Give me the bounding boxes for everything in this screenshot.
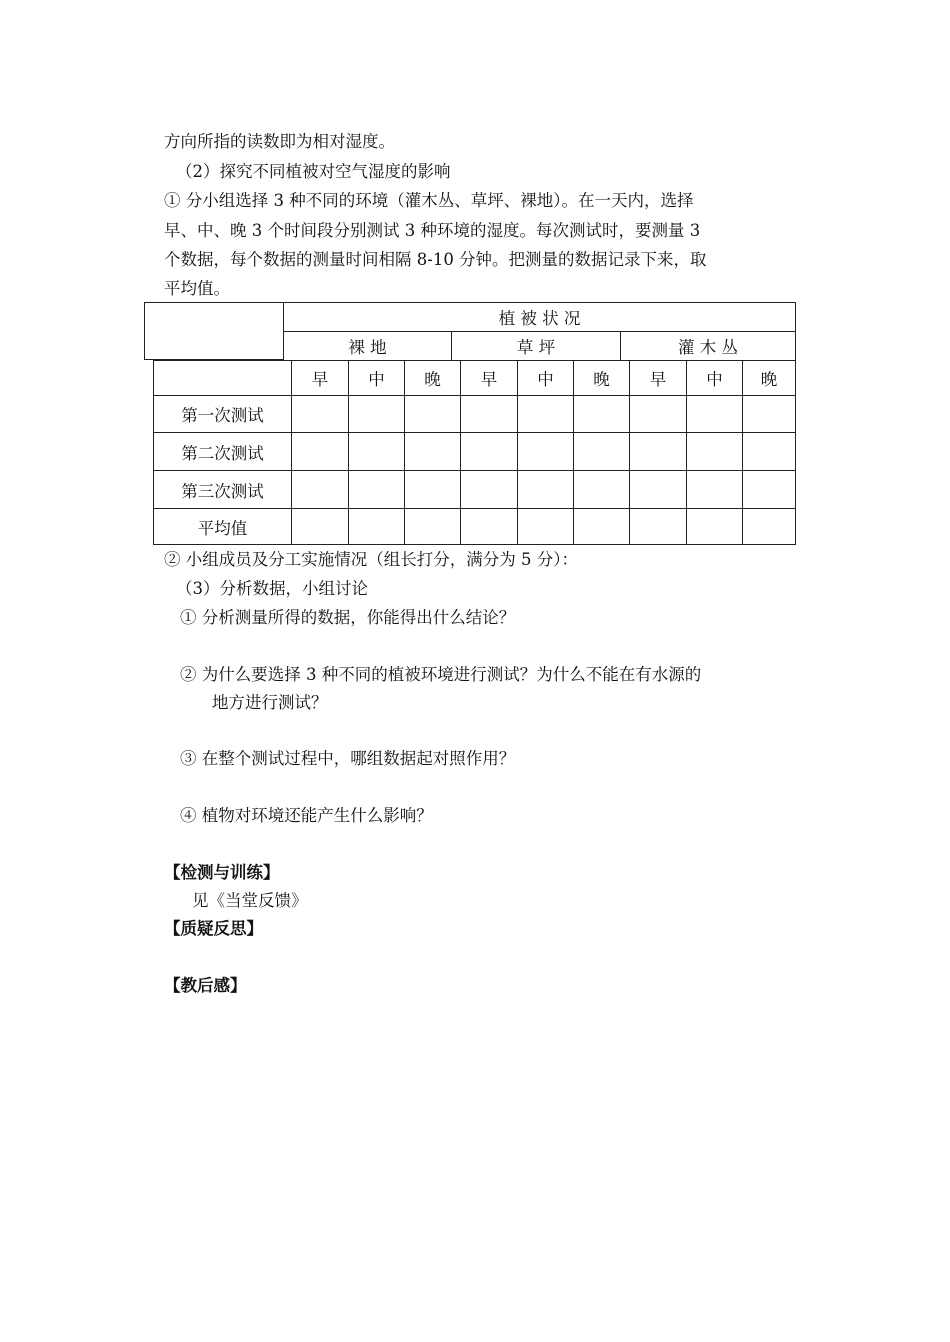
table-group-header: 草 坪: [451, 331, 621, 361]
table-data-cell: [742, 470, 796, 509]
question-1: ① 分析测量所得的数据，你能得出什么结论？: [180, 608, 516, 627]
table-data-cell: [686, 470, 743, 509]
table-time-header: 中: [348, 360, 405, 396]
table-data-cell: [573, 395, 630, 433]
table-data-cell: [348, 395, 405, 433]
table-group-header: 裸 地: [283, 331, 452, 361]
line-intro-1: 方向所指的读数即为相对湿度。: [164, 132, 395, 151]
table-data-cell: [291, 432, 349, 471]
table-data-cell: [291, 470, 349, 509]
section-2-title: （2）探究不同植被对空气湿度的影响: [176, 162, 451, 181]
table-data-cell: [517, 470, 574, 509]
question-4: ④ 植物对环境还能产生什么影响？: [180, 806, 433, 825]
table-row-label: 平均值: [153, 508, 292, 545]
reflect-title: 【质疑反思】: [164, 919, 263, 938]
table-corner-blank: [144, 302, 284, 360]
table-row-label: 第二次测试: [153, 432, 292, 471]
table-time-header: 早: [629, 360, 687, 396]
table-data-cell: [517, 432, 574, 471]
table-group-header: 灌 木 丛: [620, 331, 796, 361]
table-data-cell: [629, 508, 687, 545]
table-data-cell: [742, 395, 796, 433]
table-data-cell: [629, 395, 687, 433]
step-1-line-4: 平均值。: [164, 279, 230, 298]
table-data-cell: [404, 395, 461, 433]
question-2-line-2: 地方进行测试？: [212, 693, 328, 712]
table-data-cell: [573, 432, 630, 471]
table-time-header: 晚: [742, 360, 796, 396]
table-data-cell: [686, 432, 743, 471]
table-data-cell: [629, 470, 687, 509]
table-data-cell: [404, 508, 461, 545]
table-row-label: 第一次测试: [153, 395, 292, 433]
table-time-header: 中: [686, 360, 743, 396]
table-data-cell: [460, 432, 518, 471]
table-data-cell: [291, 508, 349, 545]
practice-title: 【检测与训练】: [164, 863, 280, 882]
table-data-cell: [517, 508, 574, 545]
table-data-cell: [404, 432, 461, 471]
table-data-cell: [517, 395, 574, 433]
practice-body: 见《当堂反馈》: [192, 891, 308, 910]
afterclass-title: 【教后感】: [164, 976, 247, 995]
table-data-cell: [742, 508, 796, 545]
table-data-cell: [404, 470, 461, 509]
table-row-label: 第三次测试: [153, 470, 292, 509]
question-3: ③ 在整个测试过程中，哪组数据起对照作用？: [180, 749, 516, 768]
table-time-header: 早: [460, 360, 518, 396]
table-data-cell: [460, 508, 518, 545]
table-data-cell: [742, 432, 796, 471]
step-1-line-2: 早、中、晚 3 个时间段分别测试 3 种环境的湿度。每次测试时，要测量 3: [164, 221, 701, 240]
step-2: ② 小组成员及分工实施情况（组长打分，满分为 5 分）：: [164, 550, 578, 569]
step-1-line-1: ① 分小组选择 3 种不同的环境（灌木丛、草坪、裸地）。在一天内，选择: [164, 191, 694, 210]
table-time-row-label-blank: [153, 360, 292, 396]
table-data-cell: [686, 508, 743, 545]
step-1-line-3: 个数据，每个数据的测量时间相隔 8-10 分钟。把测量的数据记录下来，取: [164, 250, 707, 269]
section-3-title: （3）分析数据，小组讨论: [176, 579, 368, 598]
table-data-cell: [573, 470, 630, 509]
table-data-cell: [348, 432, 405, 471]
table-time-header: 晚: [404, 360, 461, 396]
table-time-header: 中: [517, 360, 574, 396]
table-data-cell: [629, 432, 687, 471]
table-data-cell: [348, 508, 405, 545]
table-data-cell: [686, 395, 743, 433]
table-data-cell: [573, 508, 630, 545]
table-data-cell: [460, 395, 518, 433]
table-top-header: 植 被 状 况: [283, 302, 796, 332]
table-data-cell: [348, 470, 405, 509]
table-data-cell: [460, 470, 518, 509]
question-2-line-1: ② 为什么要选择 3 种不同的植被环境进行测试？为什么不能在有水源的: [180, 665, 702, 684]
table-time-header: 早: [291, 360, 349, 396]
table-data-cell: [291, 395, 349, 433]
table-time-header: 晚: [573, 360, 630, 396]
